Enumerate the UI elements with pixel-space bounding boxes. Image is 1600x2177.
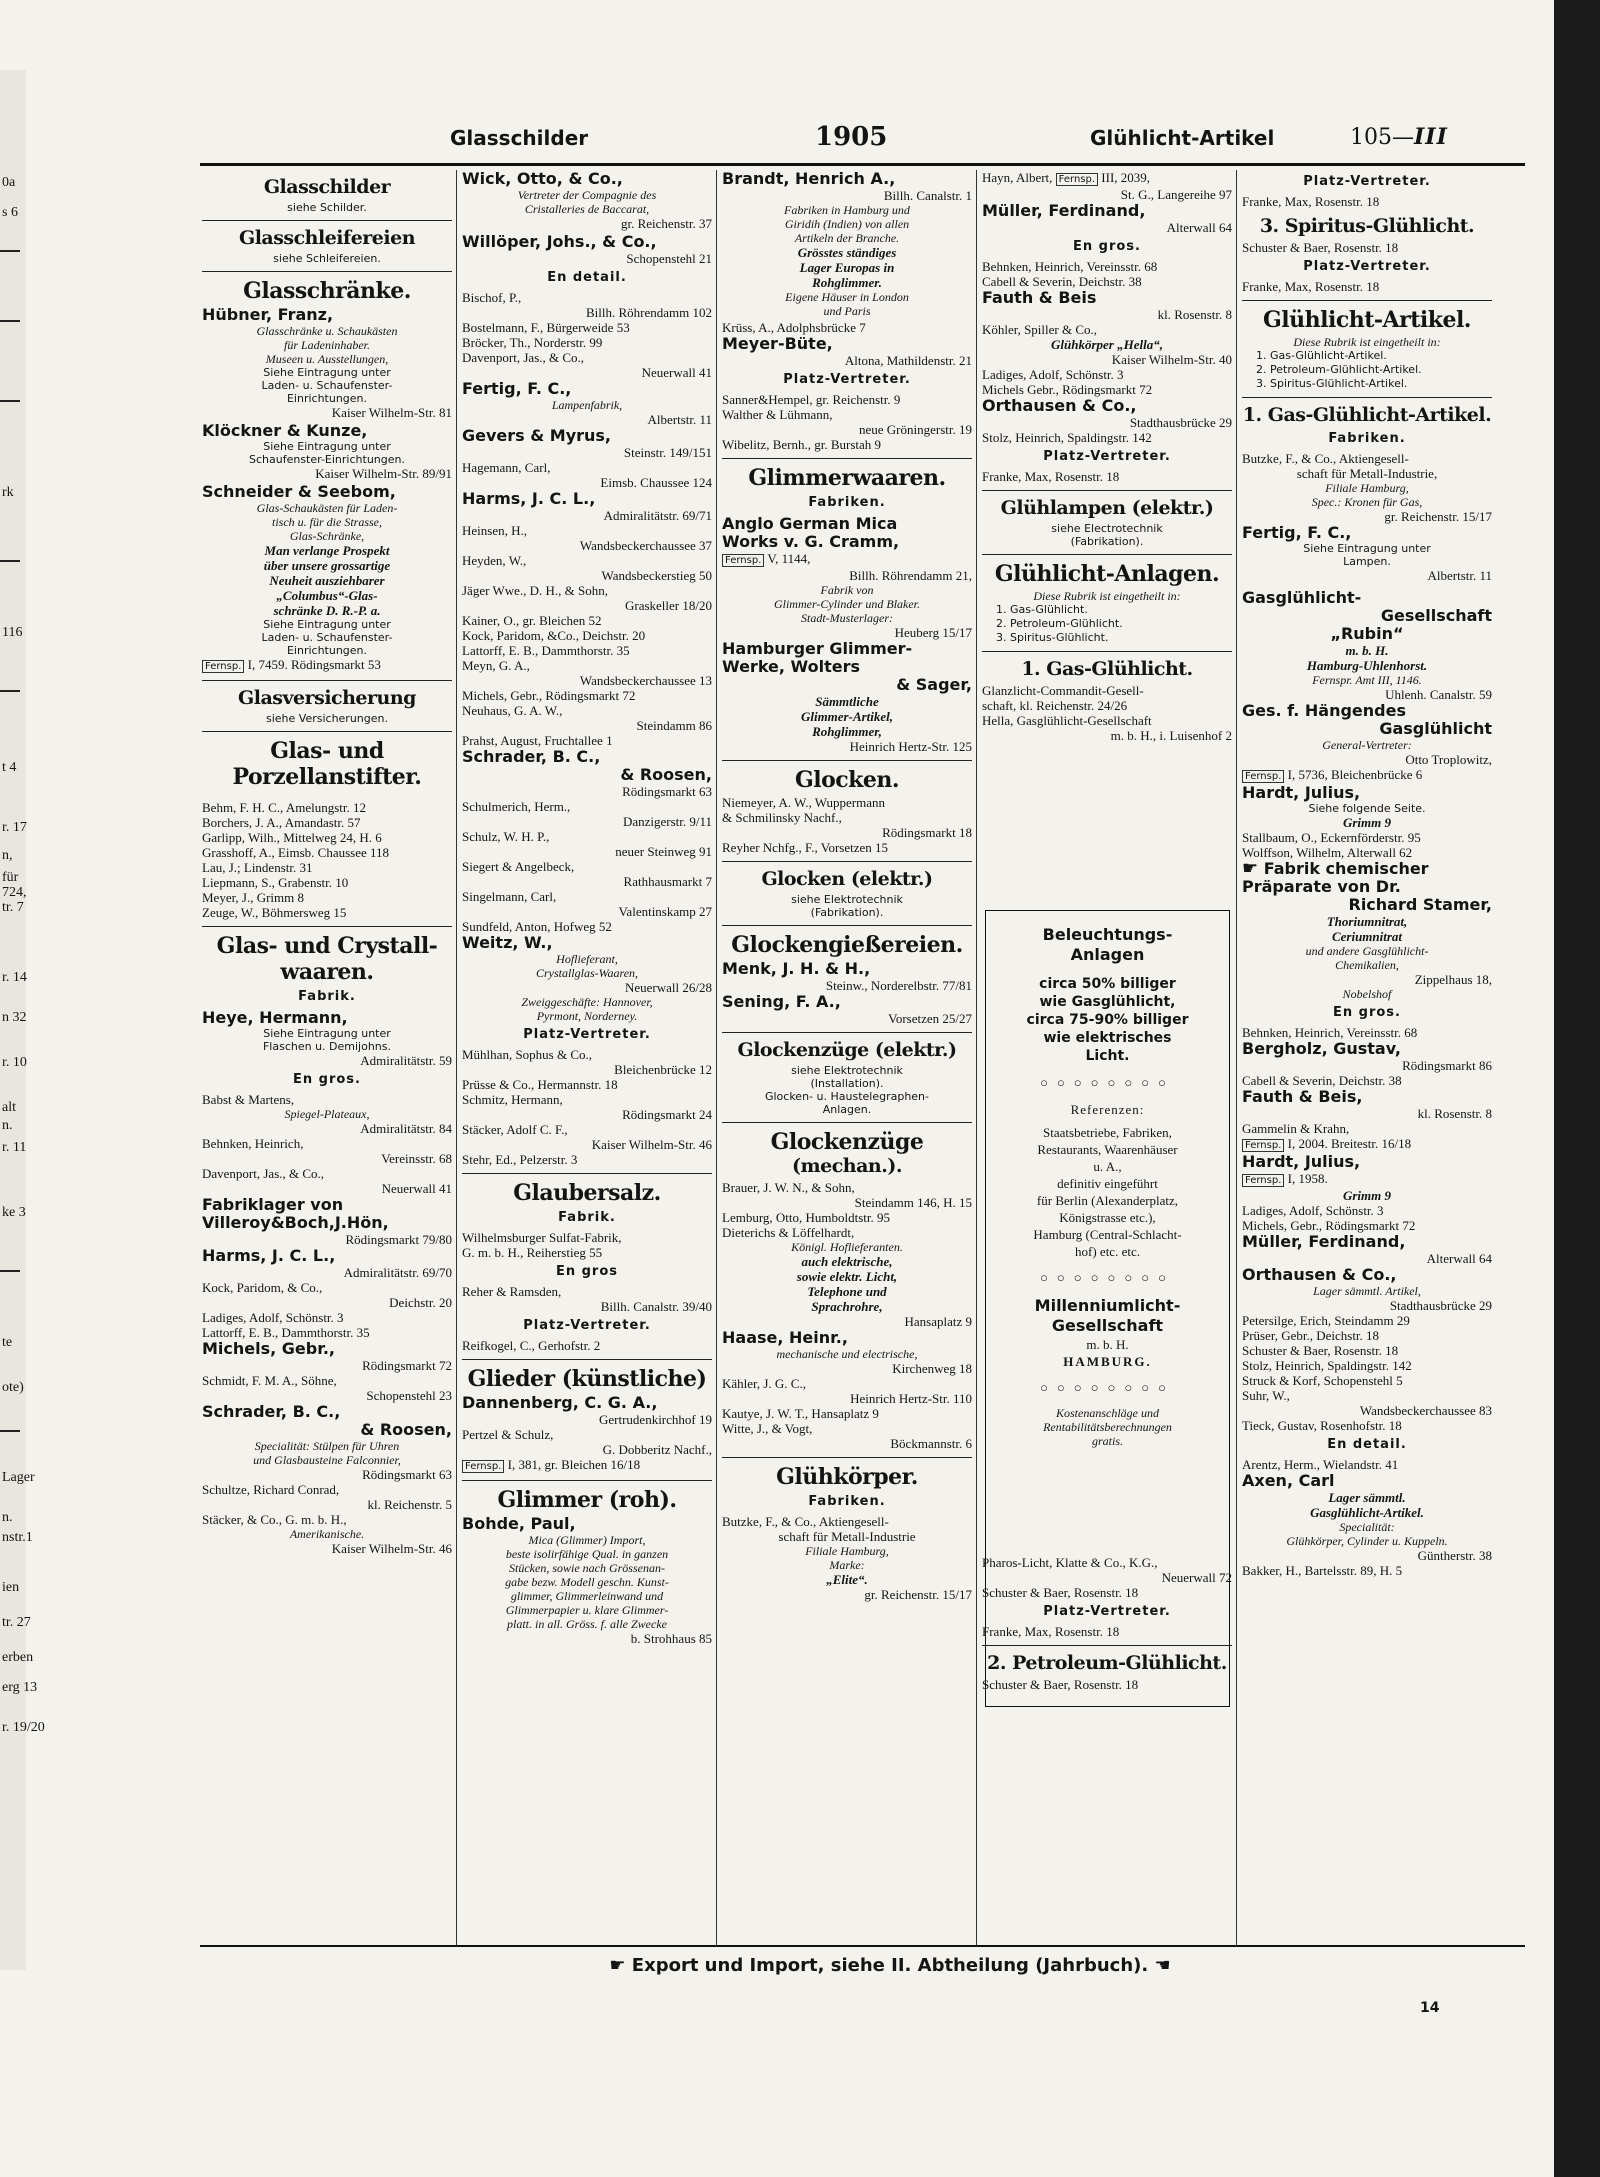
telephone-label: Fernsp. <box>1242 1139 1284 1152</box>
margin-fragment: n 32 <box>2 1010 27 1025</box>
margin-fragment: n. <box>2 1118 13 1133</box>
header-left-keyword: Glasschilder <box>450 126 589 150</box>
margin-fragment: rk <box>2 485 14 500</box>
section-heading: Glühlampen (elektr.) <box>1000 497 1214 519</box>
listing-line: Grasshoff, A., Eimsb. Chaussee 118 <box>202 845 390 860</box>
section-heading: 1. Gas-Glühlicht. <box>1021 658 1193 680</box>
listing-line: Borchers, J. A., Amandastr. 57 <box>202 815 361 830</box>
see-reference: siehe Versicherungen. <box>265 712 388 725</box>
signature-number: 14 <box>1420 2000 1440 2016</box>
column-2: Wick, Otto, & Co., Vertreter der Compagnie des Cristalleries de Baccarat, gr. Reichenstr. 37 Willöper, Johs., & Co., Schopenstehl 21 En detail. Bischof, P., Billh. Röhrendamm 102 Bostelmann, F., Bürgerweide 53 Bröcker, Th., Norderstr. 99 Davenport, Jas., & Co., Neuerwall 41 Fertig, F. C., Lampenfabrik, Albertstr. 11 Gevers & Myrus, Steinstr. 149/151 Hagemann, Carl, Eimsb. Chaussee 124 Harms, J. C. L., Admiralitätstr. 69/71 Heinsen, H., Wandsbeckerchaussee 37 Heyden, W., Wandsbeckerstieg 50 Jäger Wwe., D. H., & Sohn, Graskeller 18/20 Kainer, O., gr. Bleichen 52 Kock, Paridom, &Co., Deichstr. 20 Lattorff, E. B., Dammthorstr. 35 Meyn, G. A., Wandsbeckerchaussee 13 Michels, Gebr., Rödingsmarkt 72 Neuhaus, G. A. W., Steindamm 86 Prahst, August, Fruchtallee 1 Schrader, B. C., & Roosen, Rödingsmarkt 63 Schulmerich, Herm., Danzigerstr. 9/11 Schulz, W. H. P., neuer Steinweg 91 Siegert & Angelbeck, Rathhausmarkt 7 Singelmann, Carl, Valentinskamp 27 Sundfeld, Anton, Hofweg 52 Weitz, W., Hoflieferant, Crystallglas-Waaren, Neuerwall 26/28 Zweiggeschäfte: Hannover, Pyrmont, Norderney. Platz-Vertreter. Mühlhan, Sophus & Co., Bleichenbrücke 12 Prüsse & Co., Hermannstr. 18 Schmitz, Hermann, Rödingsmarkt 24 Stäcker, Adolf C. F., Kaiser Wilhelm-Str. 46 Stehr, Ed., Pelzerstr. 3 Glaubersalz. Fabrik. Wilhelmsburger Sulfat-Fabrik, G. m. b. H., Reiherstieg 55 En gros Reher & Ramsden, Billh. Canalstr. 39/40 Platz-Vertreter. Reifkogel, C., Gerhofstr. 2 Glieder (künstliche) Dannenberg, C. G. A., Gertrudenkirchhof 19 Pertzel & Schulz, G. Dobberitz Nachf., Fernsp. I, 381, gr. Bleichen 16/18 Glimmer (roh). Bohde, Paul, Mica (Glimmer) Import, beste isolirfähige Qual. in ganzen Stücken, sowie nach Grössenan- gabe bezw. Modell geschn. Kunst- glimmer, Glimmerleinwand und Glimmerpapier u. klare Glimmer- platt. in all. Gröss. f. alle Zwecke b. Strohhaus 85 <box>462 170 712 1646</box>
margin-fragment: n, <box>2 848 13 863</box>
column-5: Platz-Vertreter. Franke, Max, Rosenstr. 18 3. Spiritus-Glühlicht. Schuster & Baer, Rosenstr. 18 Platz-Vertreter. Franke, Max, Rosenstr. 18 Glühlicht-Artikel. Diese Rubrik ist eingetheilt in: 1. Gas-Glühlicht-Artikel. 2. Petroleum-Glühlicht-Artikel. 3. Spiritus-Glühlicht-Artikel. 1. Gas-Glühlicht-Artikel. Fabriken. Butzke, F., & Co., Aktiengesell- schaft für Metall-Industrie, Filiale Hamburg, Spec.: Kronen für Gas, gr. Reichenstr. 15/17 Fertig, F. C., Siehe Eintragung unter Lampen. Albertstr. 11 Gasglühlicht- Gesellschaft „Rubin“ m. b. H. Hamburg-Uhlenhorst. Fernspr. Amt III, 1146. Uhlenh. Canalstr. 59 Ges. f. Hängendes Gasglühlicht General-Vertreter: Otto Troplowitz, Fernsp. I, 5736, Bleichenbrücke 6 Hardt, Julius, Siehe folgende Seite. Grimm 9 Stallbaum, O., Eckernförderstr. 95 Wolffson, Wilhelm, Alterwall 62 ☛ Fabrik chemischer Präparate von Dr. Richard Stamer, Thoriumnitrat, Ceriumnitrat und andere Gasglühlicht- Chemikalien, Zippelhaus 18, Nobelshof En gros. Behnken, Heinrich, Vereinsstr. 68 Bergholz, Gustav, Rödingsmarkt 86 Cabell & Severin, Deichstr. 38 Fauth & Beis, kl. Rosenstr. 8 Gammelin & Krahn, Fernsp. I, 2004. Breitestr. 16/18 Hardt, Julius, Fernsp. I, 1958. Grimm 9 Ladiges, Adolf, Schönstr. 3 Michels, Gebr., Rödingsmarkt 72 Müller, Ferdinand, Alterwall 64 Orthausen & Co., Lager sämmtl. Artikel, Stadthausbrücke 29 Petersilge, Erich, Steindamm 29 Prüser, Gebr., Deichstr. 18 Schuster & Baer, Rosenstr. 18 Stolz, Heinrich, Spaldingstr. 142 Struck & Korf, Schopenstehl 5 Suhr, W., Wandsbeckerchaussee 83 Tieck, Gustav, Rosenhofstr. 18 En detail. Arentz, Herm., Wielandstr. 41 Axen, Carl Lager sämmtl. Gasglühlicht-Artikel. Specialität: Glühkörper, Cylinder u. Kuppeln. Güntherstr. 38 Bakker, H., Bartelsstr. 89, H. 5 <box>1242 174 1492 1578</box>
margin-fragment: erg 13 <box>2 1680 38 1695</box>
footer-rule <box>200 1945 1525 1947</box>
subsection-heading: Fabrik. <box>298 989 356 1004</box>
subsection-heading: En detail. <box>1327 1437 1407 1452</box>
listing-entry: Heye, Hermann, Siehe Eintragung unter Flaschen u. Demijohns. Admiralitätstr. 59 <box>202 1008 452 1068</box>
margin-fragment: r. 10 <box>2 1055 27 1070</box>
telephone-label: Fernsp. <box>1056 173 1098 186</box>
page-header <box>190 118 1540 158</box>
margin-fragment: für <box>2 870 19 885</box>
margin-fragment: ote) <box>2 1380 24 1395</box>
left-margin-fragments <box>0 70 45 1970</box>
pointing-hand-right-icon: ☛ <box>609 1955 626 1976</box>
listing-line: Behm, F. H. C., Amelungstr. 12 <box>202 800 366 815</box>
margin-fragment: 724, <box>2 885 27 900</box>
subsection-heading: Platz-Vertreter. <box>1043 449 1171 464</box>
section-heading: Glocken (elektr.) <box>761 868 933 890</box>
section-heading: Glühlicht-Anlagen. <box>994 561 1220 587</box>
section-heading: 2. Petroleum-Glühlicht. <box>987 1652 1227 1674</box>
subsection-heading: Fabriken. <box>1328 431 1406 446</box>
subsection-heading: En gros <box>555 1264 619 1279</box>
column-rule <box>716 170 717 1945</box>
section-heading: Glieder (künstliche) <box>467 1366 707 1392</box>
section-heading: Porzellanstifter. <box>232 764 422 790</box>
column-4: Hayn, Albert, Fernsp. III, 2039, St. G., Langereihe 97 Müller, Ferdinand, Alterwall 64 En gros. Behnken, Heinrich, Vereinsstr. 68 Cabell & Severin, Deichstr. 38 Fauth & Beis kl. Rosenstr. 8 Köhler, Spiller & Co., Glühkörper „Hella“, Kaiser Wilhelm-Str. 40 Ladiges, Adolf, Schönstr. 3 Michels Gebr., Rödingsmarkt 72 Orthausen & Co., Stadthausbrücke 29 Stolz, Heinrich, Spaldingstr. 142 Platz-Vertreter. Franke, Max, Rosenstr. 18 Glühlampen (elektr.) siehe Electrotechnik (Fabrikation). Glühlicht-Anlagen. Diese Rubrik ist eingetheilt in: 1. Gas-Glühlicht. 2. Petroleum-Glühlicht. 3. Spiritus-Glühlicht. 1. Gas-Glühlicht. Glanzlicht-Commandit-Gesell- schaft, kl. Reichenstr. 24/26 Hella, Gasglühlicht-Gesellschaft m. b. H., i. Luisenhof 2 Pharos-Licht, Klatte & Co., K.G., Neuerwall 72 Schuster & Baer, Rosenstr. 18 Platz-Vertreter. Franke, Max, Rosenstr. 18 2. Petroleum-Glühlicht. Schuster & Baer, Rosenstr. 18 <box>982 170 1232 1692</box>
subsection-heading: En gros. <box>293 1072 361 1087</box>
subsection-heading: Fabrik. <box>558 1210 616 1225</box>
margin-fragment: 0a <box>2 175 16 190</box>
margin-fragment: s 6 <box>2 205 18 220</box>
listing-entry: Willöper, Johs., & Co., Schopenstehl 21 <box>462 232 712 266</box>
section-heading: Glockenzüge <box>770 1129 924 1155</box>
section-heading: Glasschränke. <box>243 278 411 304</box>
margin-fragment: erben <box>2 1650 34 1665</box>
see-reference: siehe Schleifereien. <box>273 252 381 265</box>
telephone-label: Fernsp. <box>202 660 244 673</box>
header-page-number: 105—III <box>1350 124 1448 150</box>
ornament-circles: ○○○○○○○○ <box>1040 1075 1175 1090</box>
margin-fragment: tr. 27 <box>2 1615 31 1630</box>
column-rule <box>976 170 977 1945</box>
margin-fragment: r. 11 <box>2 1140 27 1155</box>
ornament-circles: ○○○○○○○○ <box>1040 1380 1175 1395</box>
telephone-label: Fernsp. <box>722 554 764 567</box>
ornament-circles: ○○○○○○○○ <box>1040 1270 1175 1285</box>
margin-fragment: alt <box>2 1100 16 1115</box>
section-heading: Glas- und Crystall- <box>216 933 438 959</box>
section-heading: Glockengießereien. <box>731 932 963 958</box>
telephone-label: Fernsp. <box>1242 1174 1284 1187</box>
listing-entry: Wick, Otto, & Co., Vertreter der Compagnie des Cristalleries de Baccarat, gr. Reichenstr. 37 <box>462 170 712 231</box>
section-heading: waaren. <box>280 959 374 985</box>
listing-entry: Brandt, Henrich A., Billh. Canalstr. 1 Fabriken in Hamburg und Giridih (Indien) von allen Artikeln der Branche. Grösstes ständiges Lager Europas in Rohglimmer. Eigene Häuser in London und Paris <box>722 170 972 318</box>
subsection-heading: Platz-Vertreter. <box>523 1318 651 1333</box>
section-heading: Glocken. <box>794 767 900 793</box>
section-heading: Glasschilder <box>263 176 391 198</box>
footer-note: ☛ Export und Import, siehe II. Abtheilung (Jahrbuch). ☚ <box>609 1955 1171 1976</box>
margin-fragment: nstr.1 <box>2 1530 33 1545</box>
subsection-heading: Fabriken. <box>808 495 886 510</box>
margin-fragment: te <box>2 1335 13 1350</box>
margin-fragment: ke 3 <box>2 1205 26 1220</box>
section-heading: Glühkörper. <box>776 1464 918 1490</box>
pointing-hand-left-icon: ☚ <box>1154 1955 1171 1976</box>
header-right-keyword: Glühlicht-Artikel <box>1090 126 1275 150</box>
section-heading: Glasversicherung <box>238 687 416 709</box>
listing-line: Zeuge, W., Böhmersweg 15 <box>202 905 347 920</box>
column-1: Glasschilder siehe Schilder. Glasschleifereien siehe Schleifereien. Glasschränke. Hübner, Franz, Glasschränke u. Schaukästen für Ladeninhaber. Museen u. Ausstellungen, Siehe Eintragung unter Laden- u. Schaufenster- Einrichtungen. Kaiser Wilhelm-Str. 81 Klöckner & Kunze, Siehe Eintragung unter Schaufenster-Einrichtungen. Kaiser Wilhelm-Str. 89/91 Schneider & Seebom, Glas-Schaukästen für Laden- tisch u. für die Strasse, Glas-Schränke, Man verlange Prospekt über unsere grossartige Neuheit ausziehbarer „Columbus“-Glas- schränke D. R.-P. a. Siehe Eintragung unter Laden- u. Schaufenster- Einrichtungen. Fernsp. I, 7459. Rödingsmarkt 53 Glasversicherung siehe Versicherungen. Glas- und Porzellanstifter. Behm, F. H. C., Amelungstr. 12 Borchers, J. A., Amandastr. 57 Garlipp, Wilh., Mittelweg 24, H. 6 Grasshoff, A., Eimsb. Chaussee 118 Lau, J.; Lindenstr. 31 Liepmann, S., Grabenstr. 10 Meyer, J., Grimm 8 Zeuge, W., Böhmersweg 15 Glas- und Crystall- waaren. Fabrik. Heye, Hermann, Siehe Eintragung unter Flaschen u. Demijohns. Admiralitätstr. 59 En gros. Babst & Martens, Spiegel-Plateaux, Admiralitätstr. 84 Behnken, Heinrich, Vereinsstr. 68 Davenport, Jas., & Co., Neuerwall 41 Fabriklager von Villeroy&Boch,J.Hön, Rödingsmarkt 79/80 Harms, J. C. L., Admiralitätstr. 69/70 Kock, Paridom, & Co., Deichstr. 20 Ladiges, Adolf, Schönstr. 3 Lattorff, E. B., Dammthorstr. 35 Michels, Gebr., Rödingsmarkt 72 Schmidt, F. M. A., Söhne, Schopenstehl 23 Schrader, B. C., & Roosen, Specialität: Stülpen für Uhren und Glasbausteine Falconnier, Rödingsmarkt 63 Schultze, Richard Conrad, kl. Reichenstr. 5 Stäcker, & Co., G. m. b. H., Amerikanische. Kaiser Wilhelm-Str. 46 <box>202 176 452 1556</box>
listing-entry: Schneider & Seebom, Glas-Schaukästen für Laden- tisch u. für die Strasse, Glas-Schränke, Man verlange Prospekt über unsere grossartige Neuheit ausziehbarer „Columbus“-Glas- schränke D. R.-P. a. Siehe Eintragung unter Laden- u. Schaufenster- Einrichtungen. Fernsp. I, 7459. Rödingsmarkt 53 <box>202 482 398 672</box>
right-scan-edge <box>1554 0 1600 2177</box>
column-rule <box>456 170 457 1945</box>
section-heading: Glas- und <box>270 738 384 764</box>
subsection-heading: Platz-Vertreter. <box>1043 1604 1171 1619</box>
see-reference: siehe Schilder. <box>287 201 367 214</box>
margin-fragment: 116 <box>2 625 23 640</box>
margin-fragment: r. 19/20 <box>2 1720 45 1735</box>
subsection-heading: Platz-Vertreter. <box>523 1027 651 1042</box>
directory-page <box>190 100 1540 2060</box>
header-rule <box>200 163 1525 166</box>
margin-fragment: tr. 7 <box>2 900 24 915</box>
subsection-heading: En gros. <box>1333 1005 1401 1020</box>
section-heading: 3. Spiritus-Glühlicht. <box>1259 215 1475 237</box>
subsection-heading: En gros. <box>1073 239 1141 254</box>
header-year: 1905 <box>815 122 888 152</box>
column-rule <box>1236 170 1237 1945</box>
telephone-label: Fernsp. <box>1242 770 1284 783</box>
section-heading: Glaubersalz. <box>513 1180 661 1206</box>
subsection-heading: Fabriken. <box>808 1494 886 1509</box>
millenniumlicht-advertisement: Beleuchtungs- Anlagen circa 50% billiger wie Gasglühlicht, circa 75-90% billiger wie elektrisches Licht. ○○○○○○○○ Referenzen: Staatsbetriebe, Fabriken, Restaurants, Waarenhäuser u. A., definitiv eingeführt für Berlin (Alexanderplatz, Königstrasse etc.), Hamburg (Central-Schlacht- hof) etc. etc. ○○○○○○○○ Millenniumlicht- Gesellschaft m. b. H. HAMBURG. ○○○○○○○○ Kostenanschläge und Rentabilitätsberechnungen gratis. <box>995 925 1220 1448</box>
subsection-heading: Platz-Vertreter. <box>1303 259 1431 274</box>
subsection-heading: Platz-Vertreter. <box>1303 174 1431 189</box>
margin-fragment: t 4 <box>2 760 17 775</box>
section-heading: (mechan.). <box>792 1155 902 1177</box>
section-heading: Glimmer (roh). <box>497 1487 677 1513</box>
margin-fragment: ien <box>2 1580 20 1595</box>
section-heading: Glockenzüge (elektr.) <box>737 1039 957 1061</box>
listing-line: Lau, J.; Lindenstr. 31 <box>202 860 313 875</box>
subsection-heading: En detail. <box>547 270 627 285</box>
section-heading: Glimmerwaaren. <box>748 465 946 491</box>
margin-fragment: r. 17 <box>2 820 27 835</box>
listing-line: Garlipp, Wilh., Mittelweg 24, H. 6 <box>202 830 382 845</box>
pointing-hand-icon: ☛ <box>1242 858 1259 879</box>
margin-fragment: Lager <box>2 1470 35 1485</box>
margin-fragment: r. 14 <box>2 970 27 985</box>
telephone-label: Fernsp. <box>462 1460 504 1473</box>
listing-entry: Hübner, Franz, Glasschränke u. Schaukästen für Ladeninhaber. Museen u. Ausstellungen, Siehe Eintragung unter Laden- u. Schaufenster- Einrichtungen. Kaiser Wilhelm-Str. 81 <box>202 305 452 420</box>
margin-fragment: n. <box>2 1510 13 1525</box>
listing-line: Liepmann, S., Grabenstr. 10 <box>202 875 349 890</box>
section-heading: Glasschleifereien <box>238 227 416 249</box>
listing-entry: Klöckner & Kunze, Siehe Eintragung unter Schaufenster-Einrichtungen. Kaiser Wilhelm-Str. 89/91 <box>202 421 452 481</box>
subsection-heading: Platz-Vertreter. <box>783 372 911 387</box>
listing-line: Meyer, J., Grimm 8 <box>202 890 305 905</box>
section-heading: Glühlicht-Artikel. <box>1263 307 1471 333</box>
column-3: Brandt, Henrich A., Billh. Canalstr. 1 Fabriken in Hamburg und Giridih (Indien) von allen Artikeln der Branche. Grösstes ständiges Lager Europas in Rohglimmer. Eigene Häuser in London und Paris Krüss, A., Adolphsbrücke 7 Meyer-Büte, Altona, Mathildenstr. 21 Platz-Vertreter. Sanner&Hempel, gr. Reichenstr. 9 Walther & Lühmann, neue Gröningerstr. 19 Wibelitz, Bernh., gr. Burstah 9 Glimmerwaaren. Fabriken. Anglo German Mica Works v. G. Cramm, Fernsp. V, 1144, Billh. Röhrendamm 21, Fabrik von Glimmer-Cylinder und Blaker. Stadt-Musterlager: Heuberg 15/17 Hamburger Glimmer- Werke, Wolters & Sager, Sämmtliche Glimmer-Artikel, Rohglimmer, Heinrich Hertz-Str. 125 Glocken. Niemeyer, A. W., Wuppermann & Schmilinsky Nachf., Rödingsmarkt 18 Reyher Nchfg., F., Vorsetzen 15 Glocken (elektr.) siehe Elektrotechnik (Fabrikation). Glockengießereien. Menk, J. H. & H., Steinw., Norderelbstr. 77/81 Sening, F. A., Vorsetzen 25/27 Glockenzüge (elektr.) siehe Elektrotechnik (Installation). Glocken- u. Haustelegraphen- Anlagen. Glockenzüge (mechan.). Brauer, J. W. N., & Sohn, Steindamm 146, H. 15 Lemburg, Otto, Humboldtstr. 95 Dieterichs & Löffelhardt, Königl. Hoflieferanten. auch elektrische, sowie elektr. Licht, Telephone und Sprachrohre, Hansaplatz 9 Haase, Heinr., mechanische und electrische, Kirchenweg 18 Kähler, J. G. C., Heinrich Hertz-Str. 110 Kautye, J. W. T., Hansaplatz 9 Witte, J., & Vogt, Böckmannstr. 6 Glühkörper. Fabriken. Butzke, F., & Co., Aktiengesell- schaft für Metall-Industrie Filiale Hamburg, Marke: „Elite“. gr. Reichenstr. 15/17 <box>722 170 972 1602</box>
section-heading: 1. Gas-Glühlicht-Artikel. <box>1242 404 1492 426</box>
